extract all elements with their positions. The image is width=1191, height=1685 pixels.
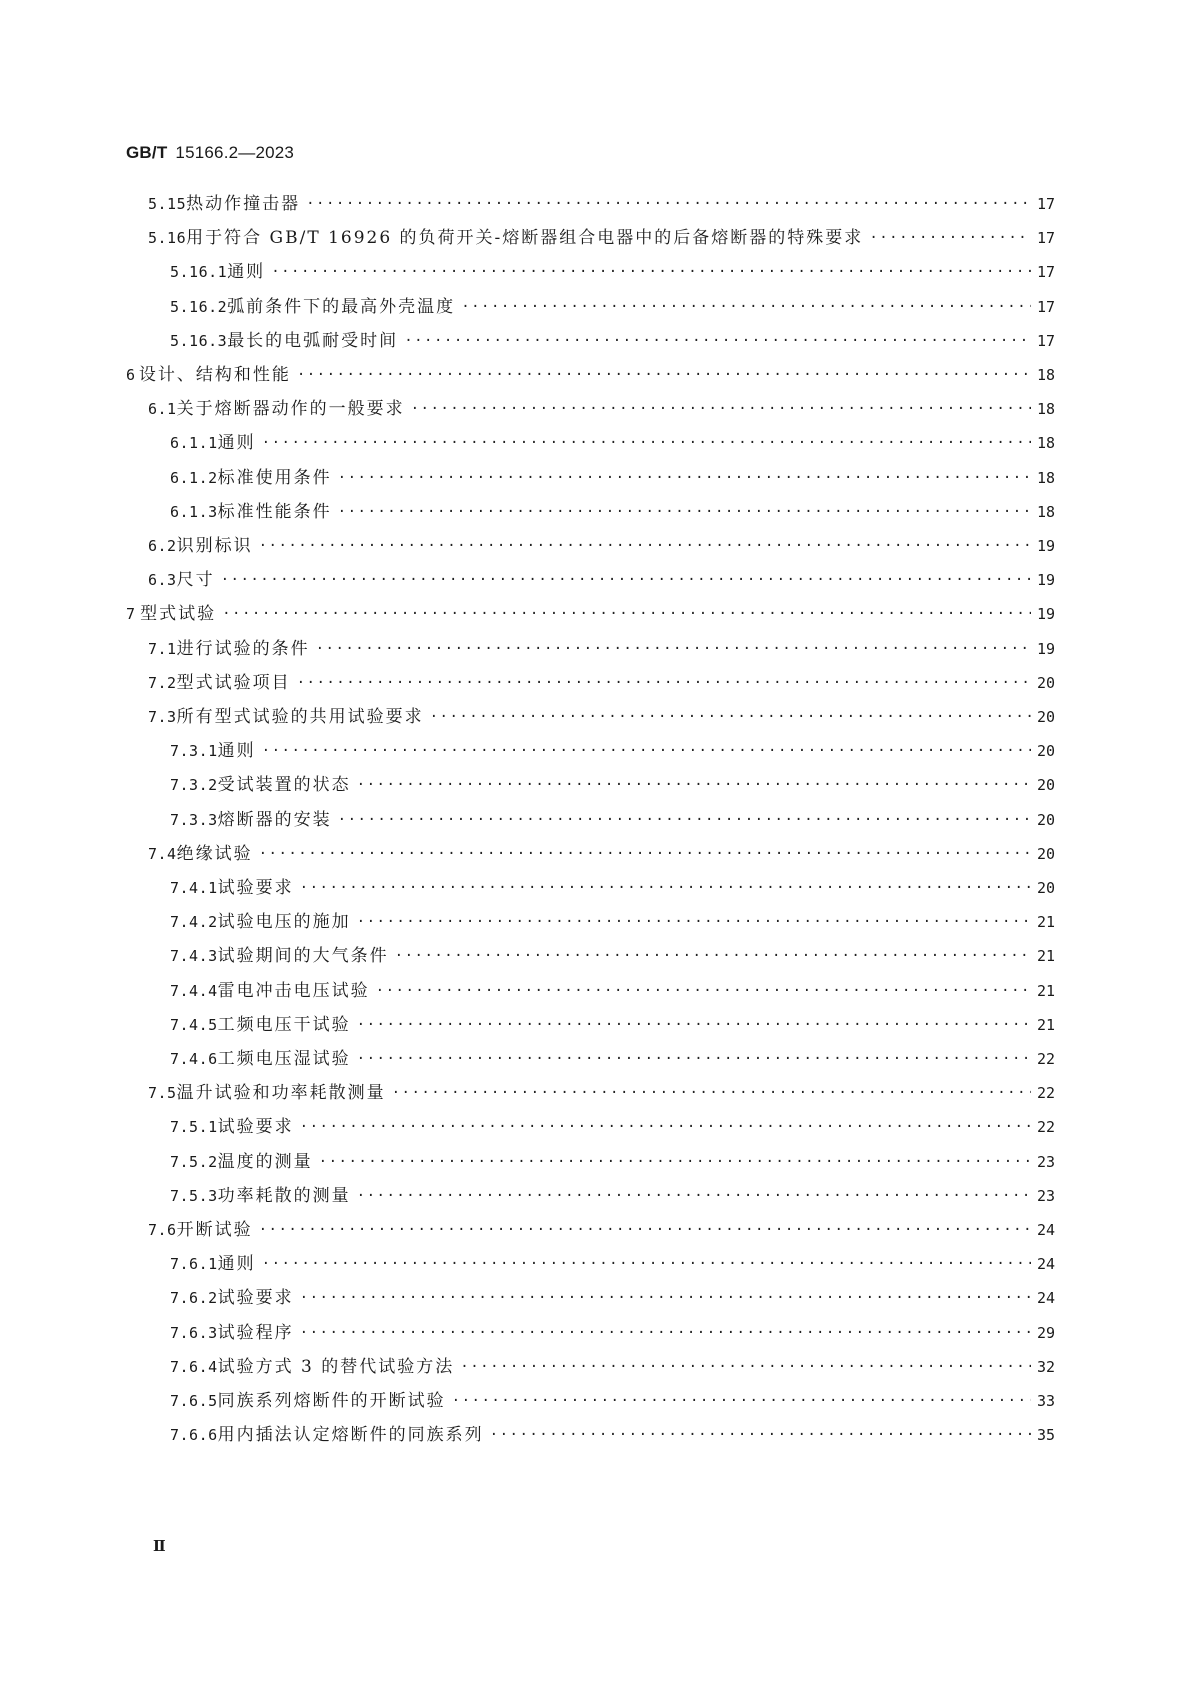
toc-entry-title: 进行试验的条件 — [176, 638, 310, 659]
toc-entry-title: 通则 — [217, 741, 256, 762]
dot-leader — [357, 910, 1031, 934]
toc-entry[interactable] — [170, 295, 1055, 319]
toc-entry[interactable] — [170, 808, 1055, 832]
toc-entry-page: 18 — [1036, 366, 1055, 384]
toc-entry-page: 22 — [1036, 1084, 1055, 1103]
toc-entry-number: 7.6.3 — [170, 1323, 218, 1342]
toc-entry-page: 17 — [1036, 263, 1055, 282]
toc-entry-page: 18 — [1036, 502, 1055, 521]
toc-entry-number: 7.3.1 — [170, 742, 218, 761]
dot-leader — [338, 500, 1031, 524]
dot-leader — [357, 1013, 1031, 1037]
dot-leader — [461, 295, 1031, 319]
toc-entry[interactable] — [170, 1013, 1055, 1037]
toc-entry[interactable] — [126, 602, 1055, 626]
dot-leader — [259, 534, 1031, 558]
toc-entry[interactable] — [170, 1115, 1055, 1139]
dot-leader — [221, 568, 1031, 592]
toc-entry-title: 型式试验 — [140, 604, 217, 625]
toc-entry-number: 7.3.3 — [170, 810, 218, 829]
dot-leader — [259, 1218, 1031, 1242]
toc-entry-number: 5.15 — [148, 195, 187, 213]
dot-leader — [319, 1150, 1031, 1174]
toc-entry-title: 温度的测量 — [217, 1151, 313, 1172]
toc-entry[interactable] — [170, 1184, 1055, 1208]
toc-entry-title: 标准使用条件 — [217, 467, 332, 488]
document-header — [126, 143, 294, 163]
toc-entry-page: 20 — [1036, 673, 1055, 692]
toc-entry-title: 试验要求 — [217, 1288, 294, 1309]
dot-leader — [316, 637, 1031, 661]
toc-entry-page: 21 — [1036, 981, 1055, 1000]
toc-entry[interactable] — [148, 397, 1055, 421]
toc-entry-number: 5.16.1 — [170, 263, 228, 282]
toc-entry-number: 7.6.1 — [170, 1255, 218, 1274]
toc-entry-number: 7.4.4 — [170, 981, 218, 1000]
page-number: Ⅱ — [153, 1537, 166, 1555]
toc-entry-number: 7.6.2 — [170, 1289, 218, 1308]
toc-entry-number: 5.16.2 — [170, 297, 228, 316]
toc-entry-title: 用内插法认定熔断件的同族系列 — [217, 1425, 484, 1446]
toc-entry-title: 试验要求 — [217, 878, 294, 898]
toc-entry-page: 29 — [1036, 1323, 1055, 1342]
toc-entry[interactable] — [170, 1389, 1055, 1413]
toc-entry-number: 5.16 — [148, 229, 187, 248]
toc-entry-page: 24 — [1036, 1221, 1055, 1239]
toc-entry-title: 型式试验项目 — [176, 672, 291, 693]
toc-entry-title: 设计、结构和性能 — [138, 365, 291, 385]
toc-entry-number: 5.16.3 — [170, 331, 228, 350]
toc-entry-title: 热动作撞击器 — [186, 194, 301, 214]
toc-entry-title: 雷电冲击电压试验 — [217, 980, 370, 1001]
toc-entry-title: 熔断器的安装 — [217, 809, 332, 830]
dot-leader — [357, 1184, 1031, 1208]
toc-entry-number: 7.4 — [148, 844, 177, 863]
toc-entry-page: 19 — [1036, 571, 1055, 590]
toc-entry[interactable] — [148, 568, 1055, 592]
toc-entry[interactable] — [170, 500, 1055, 524]
toc-entry-number: 6 — [126, 366, 136, 384]
toc-entry-page: 19 — [1036, 605, 1055, 624]
standard-code: GB/T — [126, 143, 168, 162]
toc-entry-page: 22 — [1036, 1118, 1055, 1137]
toc-entry-page: 17 — [1036, 297, 1055, 316]
dot-leader — [357, 773, 1031, 797]
toc-entry[interactable] — [170, 1321, 1055, 1345]
dot-leader — [259, 842, 1031, 866]
toc-entry-number: 7.4.5 — [170, 1015, 218, 1034]
dot-leader — [297, 363, 1031, 387]
toc-entry-page: 24 — [1036, 1255, 1055, 1274]
dot-leader — [271, 260, 1031, 284]
toc-entry-title: 所有型式试验的共用试验要求 — [176, 707, 424, 727]
toc-entry[interactable] — [148, 1218, 1055, 1242]
toc-entry-page: 20 — [1036, 742, 1055, 761]
toc-entry-number: 7.5.1 — [170, 1118, 218, 1137]
toc-entry-page: 18 — [1036, 400, 1055, 419]
dot-leader — [404, 329, 1031, 353]
dot-leader — [297, 671, 1031, 695]
dot-leader — [376, 979, 1031, 1003]
toc-entry-number: 7.4.1 — [170, 879, 218, 897]
dot-leader — [262, 431, 1031, 455]
toc-entry-number: 6.2 — [148, 537, 177, 555]
toc-entry-page: 17 — [1036, 229, 1055, 248]
toc-entry-number: 7.3 — [148, 708, 177, 726]
toc-entry-page: 20 — [1036, 879, 1055, 897]
dot-leader — [395, 944, 1031, 968]
toc-entry-number: 7.6.4 — [170, 1357, 218, 1376]
toc-entry-page: 33 — [1036, 1392, 1055, 1410]
toc-entry-number: 7.6 — [148, 1221, 177, 1239]
toc-entry[interactable] — [148, 192, 1055, 216]
dot-leader — [300, 1321, 1031, 1345]
toc-entry-number: 6.1 — [148, 400, 177, 419]
dot-leader — [411, 397, 1031, 421]
toc-entry-number: 7.4.2 — [170, 913, 218, 932]
toc-entry-title: 受试装置的状态 — [217, 775, 351, 796]
toc-entry-page: 23 — [1036, 1186, 1055, 1205]
toc-entry-page: 24 — [1036, 1289, 1055, 1308]
toc-entry[interactable] — [170, 466, 1055, 490]
toc-entry[interactable] — [148, 1081, 1055, 1105]
toc-entry-page: 20 — [1036, 708, 1055, 726]
toc-entry[interactable] — [170, 329, 1055, 353]
toc-entry[interactable] — [126, 363, 1055, 387]
dot-leader — [392, 1081, 1031, 1105]
toc-entry-title: 用于符合 GB/T 16926 的负荷开关-熔断器组合电器中的后备熔断器的特殊要求 — [186, 228, 864, 249]
toc-entry-page: 17 — [1036, 195, 1055, 213]
toc-entry-number: 7.5 — [148, 1084, 177, 1103]
toc-entry-title: 试验期间的大气条件 — [217, 946, 389, 967]
toc-entry[interactable] — [170, 431, 1055, 455]
dot-leader — [262, 1252, 1031, 1276]
toc-entry[interactable] — [170, 876, 1055, 900]
dot-leader — [430, 705, 1031, 729]
toc-entry-title: 同族系列熔断件的开断试验 — [217, 1391, 446, 1411]
dot-leader — [338, 466, 1031, 490]
toc-entry[interactable] — [148, 671, 1055, 695]
toc-entry-title: 标准性能条件 — [217, 501, 332, 522]
toc-entry-number: 7.6.6 — [170, 1426, 218, 1445]
toc-entry-page: 32 — [1036, 1357, 1055, 1376]
toc-entry[interactable] — [170, 773, 1055, 797]
toc-entry-page: 21 — [1036, 913, 1055, 932]
toc-entry-number: 7.1 — [148, 639, 177, 658]
toc-entry-title: 通则 — [227, 262, 266, 283]
toc-entry-page: 18 — [1036, 468, 1055, 487]
dot-leader — [300, 1286, 1031, 1310]
toc-entry-number: 7 — [126, 605, 136, 624]
toc-entry-page: 21 — [1036, 947, 1055, 966]
toc-entry-page: 35 — [1036, 1426, 1055, 1445]
toc-entry[interactable] — [170, 1286, 1055, 1310]
toc-entry-page: 17 — [1036, 331, 1055, 350]
toc-entry-number: 6.3 — [148, 571, 177, 590]
toc-entry-number: 7.3.2 — [170, 776, 218, 795]
toc-entry-title: 通则 — [217, 1254, 256, 1275]
toc-entry-title: 试验程序 — [217, 1322, 294, 1343]
toc-entry[interactable] — [170, 1150, 1055, 1174]
toc-entry-title: 关于熔断器动作的一般要求 — [176, 399, 405, 420]
toc-entry-title: 绝缘试验 — [176, 843, 253, 864]
toc-entry[interactable] — [170, 260, 1055, 284]
dot-leader — [338, 808, 1031, 832]
toc-entry-number: 7.5.2 — [170, 1152, 218, 1171]
toc-entry-title: 试验要求 — [217, 1117, 294, 1138]
toc-entry-title: 试验方式 3 的替代试验方法 — [217, 1356, 455, 1377]
dot-leader — [262, 739, 1031, 763]
dot-leader — [460, 1355, 1031, 1379]
dot-leader — [300, 876, 1031, 900]
toc-entry[interactable] — [170, 910, 1055, 934]
toc-entry-number: 6.1.3 — [170, 502, 218, 521]
toc-entry-number: 7.5.3 — [170, 1186, 218, 1205]
toc-entry-title: 开断试验 — [176, 1220, 253, 1240]
toc-entry-page: 20 — [1036, 810, 1055, 829]
toc-entry-page: 20 — [1036, 776, 1055, 795]
toc-entry[interactable] — [148, 637, 1055, 661]
toc-entry[interactable] — [148, 226, 1055, 250]
toc-entry-title: 试验电压的施加 — [217, 912, 351, 933]
toc-entry-title: 工频电压湿试验 — [217, 1049, 351, 1069]
toc-entry-title: 弧前条件下的最高外壳温度 — [227, 296, 456, 317]
toc-entry[interactable] — [148, 842, 1055, 866]
toc-entry[interactable] — [170, 944, 1055, 968]
toc-entry-page: 22 — [1036, 1050, 1055, 1068]
toc-entry-title: 工频电压干试验 — [217, 1014, 351, 1035]
dot-leader — [869, 226, 1031, 250]
toc-entry-number: 6.1.2 — [170, 468, 218, 487]
dot-leader — [357, 1047, 1031, 1071]
toc-entry-page: 21 — [1036, 1015, 1055, 1034]
toc-entry[interactable] — [170, 1252, 1055, 1276]
dot-leader — [452, 1389, 1031, 1413]
toc-entry[interactable] — [170, 1047, 1055, 1071]
toc-entry-number: 6.1.1 — [170, 434, 218, 453]
toc-entry-page: 23 — [1036, 1152, 1055, 1171]
dot-leader — [490, 1423, 1031, 1447]
toc-entry[interactable] — [170, 739, 1055, 763]
toc-entry[interactable] — [170, 1423, 1055, 1447]
toc-entry-page: 20 — [1036, 844, 1055, 863]
toc-entry-page: 19 — [1036, 639, 1055, 658]
toc-entry[interactable] — [148, 534, 1055, 558]
toc-entry-page: 19 — [1036, 537, 1055, 555]
dot-leader — [222, 602, 1031, 626]
toc-entry-title: 通则 — [217, 433, 256, 454]
toc-entry-number: 7.2 — [148, 673, 177, 692]
toc-entry[interactable] — [170, 1355, 1055, 1379]
dot-leader — [306, 192, 1031, 216]
standard-number: 15166.2—2023 — [175, 143, 295, 162]
toc-entry-number: 7.6.5 — [170, 1392, 218, 1410]
toc-entry-page: 18 — [1036, 434, 1055, 453]
toc-entry-title: 最长的电弧耐受时间 — [227, 330, 399, 351]
toc-entry-title: 识别标识 — [176, 536, 253, 556]
toc-entry-number: 7.4.6 — [170, 1050, 218, 1068]
toc-entry[interactable] — [148, 705, 1055, 729]
dot-leader — [300, 1115, 1031, 1139]
toc-entry-title: 功率耗散的测量 — [217, 1185, 351, 1206]
toc-entry-title: 温升试验和功率耗散测量 — [176, 1083, 386, 1104]
toc-entry-number: 7.4.3 — [170, 947, 218, 966]
toc-entry[interactable] — [170, 979, 1055, 1003]
toc-entry-title: 尺寸 — [176, 570, 215, 591]
